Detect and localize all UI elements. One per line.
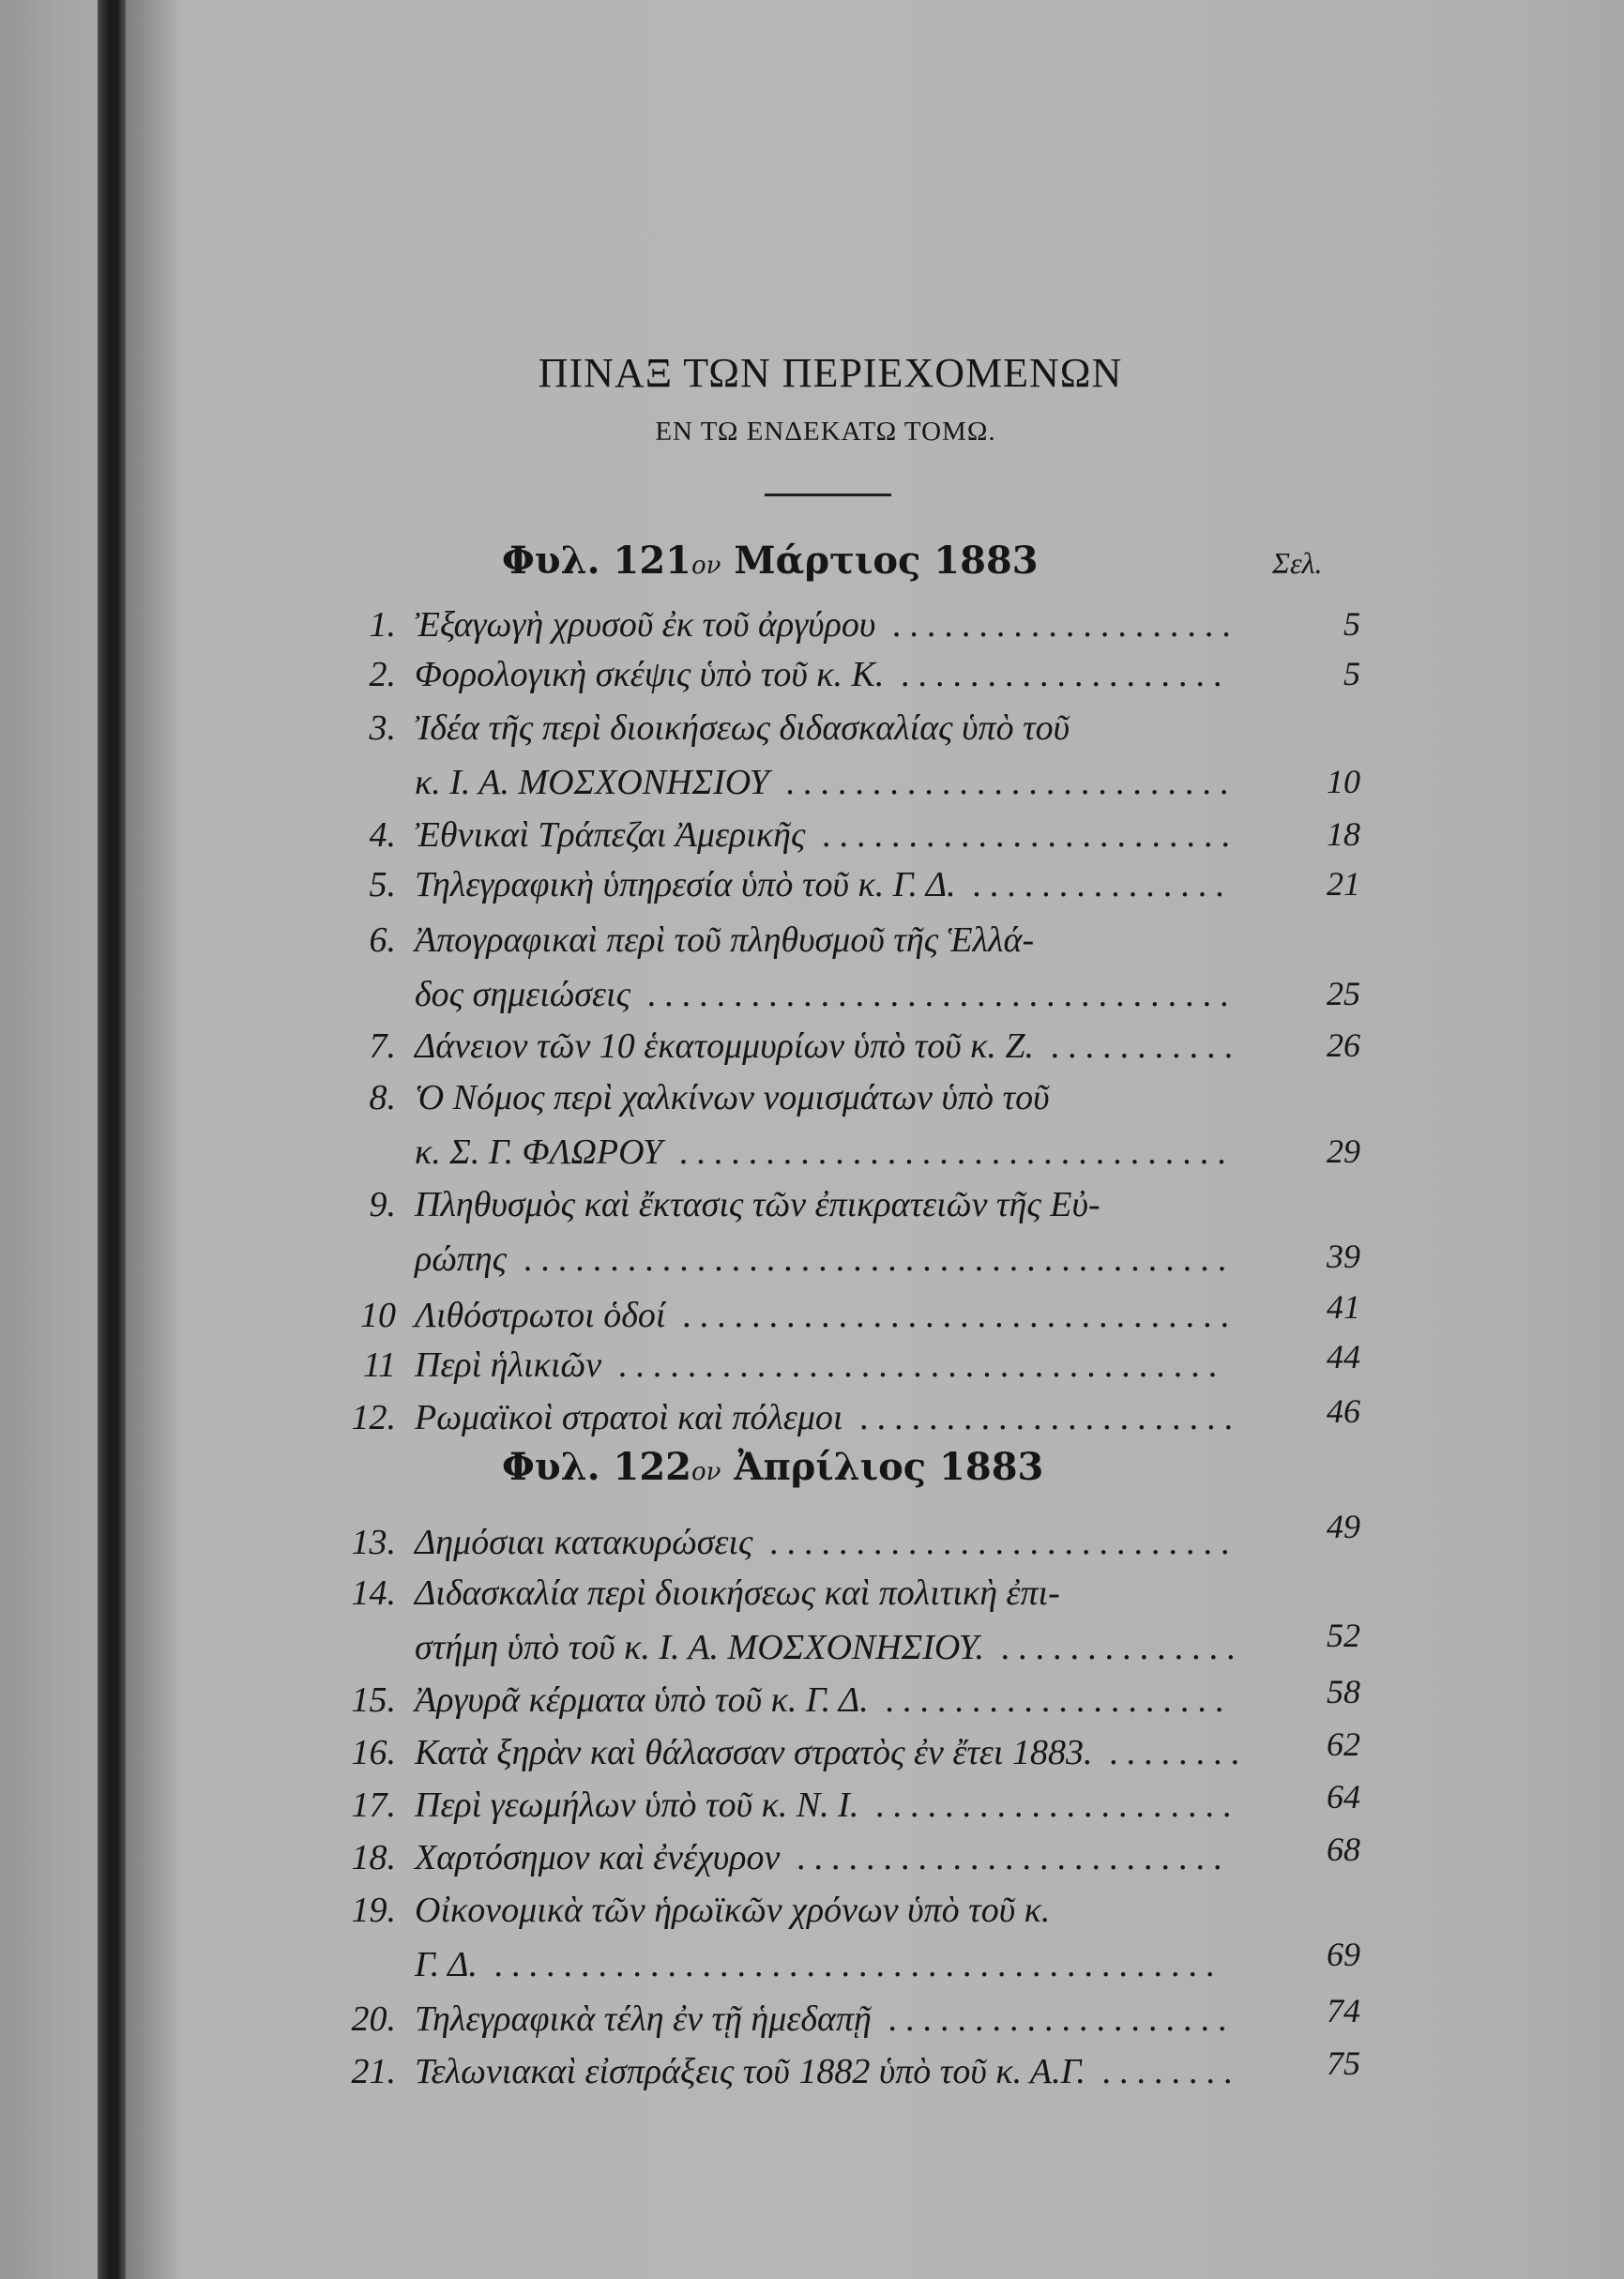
entry-number: 15. [351,1680,396,1720]
entry-number: 10 [360,1296,396,1335]
toc-entry [338,1184,1360,1279]
toc-entry [338,814,1360,867]
dot-leader: ............... [955,865,1234,904]
entry-number: 9. [369,1185,396,1224]
entry-number: 7. [369,1026,396,1066]
entry-number: 21. [351,2052,396,2091]
section-ordinal: ον [691,1458,721,1486]
entry-title: Διδασκαλία περὶ διοικήσεως καὶ πολιτικὴ ἐπι- [415,1573,1060,1613]
toc-entry [338,1673,1360,1732]
entry-page-number: 39 [1327,1238,1360,1275]
entry-title: Περὶ ἡλικιῶν ................................... [415,1345,1227,1385]
dot-leader: .......................................... [477,1945,1224,1984]
dot-leader: ................................ [665,1296,1238,1335]
section-suffix: Μάρτιος 1883 [734,539,1039,583]
toc-entry [338,1725,1360,1785]
entry-page-number: 52 [1327,1617,1360,1654]
entry-title: Περὶ γεωμήλων ὑπὸ τοῦ κ. Ν. Ι. ..................... [415,1785,1241,1825]
entry-number: 2. [369,655,396,694]
toc-entry [338,1338,1360,1397]
entry-title: Ἀπογραφικαὶ περὶ τοῦ πληθυσμοῦ τῆς Ἑλλά- [415,920,1035,960]
entry-title: Ἐθνικαὶ Τράπεζαι Ἀμερικῆς ........................ [415,815,1239,855]
entry-title: Φορολογικὴ σκέψις ὑπὸ τοῦ κ. Κ. ................... [415,655,1232,694]
section-prefix: Φυλ. 121 [502,539,691,583]
entry-page-number: 68 [1327,1831,1360,1868]
dot-leader: ......................... [780,1838,1232,1877]
section-heading-1 [502,539,1039,583]
entry-number: 5. [369,865,396,904]
dot-leader: .................... [871,1999,1237,2039]
toc-entry [338,1573,1360,1667]
toc-entry [338,604,1360,657]
section-suffix: Ἀπρίλιος 1883 [734,1445,1044,1489]
entry-title-continued: κ. Σ. Γ. ΦΛΩΡΟΥ ................................ [415,1132,1236,1172]
entry-page-number: 62 [1327,1725,1360,1763]
entry-page-number: 10 [1327,763,1360,800]
toc-entry [338,1992,1360,2051]
entry-title: Χαρτόσημον καὶ ἐνέχυρον ......................... [415,1838,1232,1877]
entry-title: Δημόσιαι κατακυρώσεις ........................... [415,1523,1239,1562]
entry-title-continued: κ. Ι. Α. ΜΟΣΧΟΝΗΣΙΟΥ .......................... [415,763,1238,802]
toc-entry [338,1392,1360,1450]
entry-title: Τελωνιακαὶ εἰσπράξεις τοῦ 1882 ὑπὸ τοῦ κ. Α.Γ. ........ [415,2052,1242,2091]
entry-title: Ὁ Νόμος περὶ χαλκίνων νομισμάτων ὑπὸ τοῦ [415,1078,1050,1117]
entry-title: Τηλεγραφικὴ ὑπηρεσία ὑπὸ τοῦ κ. Γ. Δ. ............... [415,865,1234,904]
entry-title: Ρωμαϊκοὶ στρατοὶ καὶ πόλεμοι ...................... [415,1398,1242,1437]
entry-number: 4. [369,815,396,855]
toc-entry [338,919,1360,1014]
entry-page-number: 64 [1327,1778,1360,1816]
entry-page-number: 25 [1327,975,1360,1012]
entry-page-number: 74 [1327,1992,1360,2029]
dot-leader: ........ [1092,1733,1249,1772]
entry-title-continued: Γ. Δ. .......................................... [415,1945,1224,1984]
toc-entry [338,1288,1360,1347]
toc-entry [338,1890,1360,1984]
entry-title: Ἰδέα τῆς περὶ διοικήσεως διδασκαλίας ὑπὸ τοῦ [415,708,1070,748]
dot-leader: .................... [868,1680,1234,1720]
entry-page-number: 18 [1327,815,1360,853]
entry-number: 14. [351,1573,396,1613]
dot-leader: ........................... [752,1523,1239,1562]
toc-entry [338,1026,1360,1078]
entry-number: 19. [351,1891,396,1930]
entry-page-number: 5 [1343,655,1360,692]
toc-entry [338,1831,1360,1890]
toc-entry [338,864,1360,917]
entry-title: Πληθυσμὸς καὶ ἔκτασις τῶν ἐπικρατειῶν τῆς Εὐ- [415,1185,1100,1224]
section-prefix: Φυλ. 122 [502,1445,691,1489]
page-title: ΠΙΝΑΞ ΤΩΝ ΠΕΡΙΕΧΟΜΕΝΩΝ [538,350,1123,396]
dot-leader: ........ [1085,2052,1242,2091]
dot-leader: ...................... [842,1398,1242,1437]
divider [765,494,891,496]
entry-title-continued: ρώπης ......................................... [415,1239,1237,1279]
dot-leader: ..................... [858,1785,1241,1825]
entry-title-continued: δος σημειώσεις .................................. [415,975,1238,1014]
entry-page-number: 5 [1343,605,1360,643]
toc-entry [338,1077,1360,1172]
toc-entry [338,2044,1360,2104]
toc-entry [338,707,1360,802]
page-subtitle: ΕΝ ΤΩ ΕΝΔΕΚΑΤΩ ΤΟΜΩ. [655,417,996,447]
toc-entry [338,1508,1360,1574]
entry-number: 20. [351,1999,396,2039]
dot-leader: ........................ [805,815,1239,855]
entry-page-number: 46 [1327,1392,1360,1430]
toc-entry [338,654,1360,706]
entry-title-continued: στήμη ὑπὸ τοῦ κ. Ι. Α. ΜΟΣΧΟΝΗΣΙΟΥ. .............. [415,1628,1245,1667]
entry-page-number: 69 [1327,1936,1360,1973]
spine-shadow [126,0,182,2279]
dot-leader: ................................ [662,1132,1236,1172]
entry-title: Οἰκονομικὰ τῶν ἡρωϊκῶν χρόνων ὑπὸ τοῦ κ. [415,1891,1051,1930]
entry-page-number: 21 [1327,865,1360,903]
dot-leader: ......................................... [507,1239,1237,1279]
book-spine [98,0,126,2279]
entry-number: 1. [369,605,396,645]
dot-leader: ................................... [601,1345,1227,1385]
entry-page-number: 49 [1327,1508,1360,1545]
entry-page-number: 26 [1327,1026,1360,1064]
entry-page-number: 41 [1327,1288,1360,1326]
entry-number: 3. [369,708,396,748]
entry-title: Κατὰ ξηρὰν καὶ θάλασσαν στρατὸς ἐν ἔτει 1883. ........ [415,1733,1249,1772]
entry-title: Δάνειον τῶν 10 ἑκατομμυρίων ὑπὸ τοῦ κ. Ζ. ........... [415,1026,1243,1066]
toc-entry [338,1778,1360,1837]
entry-page-number: 58 [1327,1673,1360,1710]
page-column-label: Σελ. [1272,546,1323,580]
entry-title: Λιθόστρωτοι ὁδοί ................................ [415,1296,1238,1335]
dot-leader: .......................... [768,763,1238,802]
entry-number: 12. [351,1398,396,1437]
dot-leader: ........... [1034,1026,1243,1066]
dot-leader: ................... [884,655,1232,694]
entry-title: Ἀργυρᾶ κέρματα ὑπὸ τοῦ κ. Γ. Δ. .................... [415,1680,1234,1720]
section-ordinal: ον [691,552,721,580]
dot-leader: .................................. [630,975,1238,1014]
section-heading-2 [502,1445,1043,1489]
entry-number: 18. [351,1838,396,1877]
entry-page-number: 75 [1327,2044,1360,2082]
entry-title: Ἐξαγωγὴ χρυσοῦ ἐκ τοῦ ἀργύρου .................... [415,605,1240,645]
entry-number: 11 [362,1345,396,1385]
entry-number: 6. [369,920,396,960]
dot-leader: .................... [875,605,1240,645]
entry-number: 17. [351,1785,396,1825]
entry-number: 16. [351,1733,396,1772]
entry-page-number: 29 [1327,1132,1360,1170]
entry-number: 13. [351,1523,396,1562]
entry-page-number: 44 [1327,1338,1360,1375]
entry-title: Τηλεγραφικὰ τέλη ἐν τῇ ἡμεδαπῇ .................... [415,1999,1237,2039]
entry-number: 8. [369,1078,396,1117]
dot-leader: .............. [983,1628,1245,1667]
